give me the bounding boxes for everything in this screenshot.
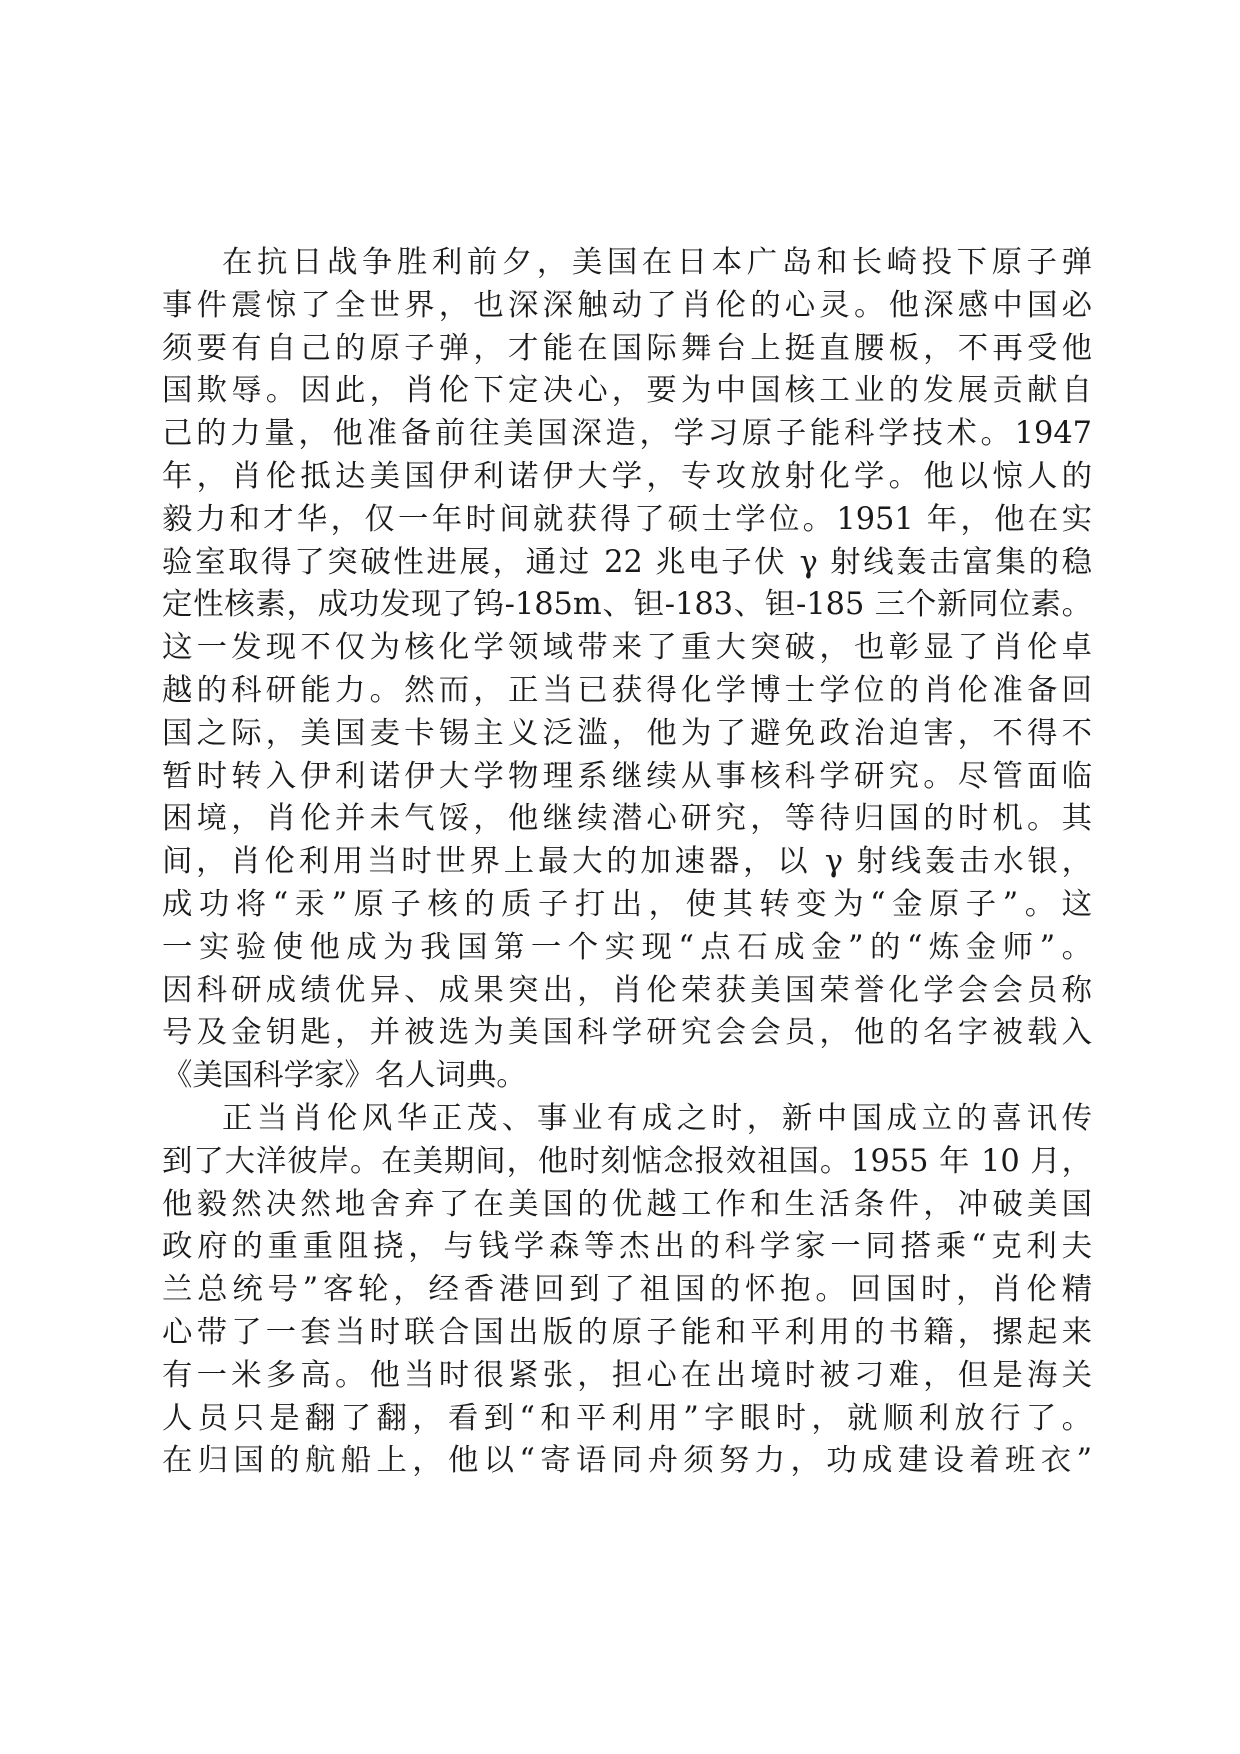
paragraph-1 <box>162 242 1092 1098</box>
text-line: 政府的重重阻挠，与钱学森等杰出的科学家一同搭乘“克利夫 <box>162 1229 1092 1265</box>
text-line: 《美国科学家》名人词典。 <box>162 1058 527 1094</box>
text-line: 成功将“汞”原子核的质子打出，使其转变为“金原子”。这 <box>162 886 1092 922</box>
text-line: 己的力量，他准备前往美国深造，学习原子能科学技术。1947 <box>162 416 1092 452</box>
text-line: 暂时转入伊利诺伊大学物理系继续从事核科学研究。尽管面临 <box>162 758 1092 794</box>
text-line: 验室取得了突破性进展，通过 22 兆电子伏 γ 射线轰击富集的稳 <box>162 544 1092 580</box>
paragraph-2 <box>162 1098 1092 1483</box>
text-line: 越的科研能力。然而，正当已获得化学博士学位的肖伦准备回 <box>162 672 1092 708</box>
text-line: 在抗日战争胜利前夕，美国在日本广岛和长崎投下原子弹 <box>222 245 1092 280</box>
text-line: 国欺辱。因此，肖伦下定决心，要为中国核工业的发展贡献自 <box>162 373 1092 409</box>
text-line: 毅力和才华，仅一年时间就获得了硕士学位。1951 年，他在实 <box>162 501 1092 537</box>
text-line: 困境，肖伦并未气馁，他继续潜心研究，等待归国的时机。其 <box>162 801 1092 837</box>
text-line: 心带了一套当时联合国出版的原子能和平利用的书籍，摞起来 <box>162 1314 1092 1350</box>
text-line: 定性核素，成功发现了钨-185m、钽-183、钽-185 三个新同位素。 <box>162 587 1092 623</box>
text-line: 正当肖伦风华正茂、事业有成之时，新中国成立的喜讯传 <box>222 1100 1092 1136</box>
text-line: 他毅然决然地舍弃了在美国的优越工作和生活条件，冲破美国 <box>162 1186 1092 1222</box>
text-line: 一实验使他成为我国第一个实现“点石成金”的“炼金师”。 <box>162 929 1092 965</box>
text-line: 间，肖伦利用当时世界上最大的加速器，以 γ 射线轰击水银， <box>162 844 1092 880</box>
text-line: 因科研成绩优异、成果突出，肖伦荣获美国荣誉化学会会员称 <box>162 972 1092 1008</box>
text-line: 有一米多高。他当时很紧张，担心在出境时被刁难，但是海关 <box>162 1357 1092 1393</box>
text-line: 年，肖伦抵达美国伊利诺伊大学，专攻放射化学。他以惊人的 <box>162 458 1092 494</box>
text-line: 这一发现不仅为核化学领域带来了重大突破，也彰显了肖伦卓 <box>162 630 1092 666</box>
text-line: 须要有自己的原子弹，才能在国际舞台上挺直腰板，不再受他 <box>162 330 1092 366</box>
text-line: 兰总统号”客轮，经香港回到了祖国的怀抱。回国时，肖伦精 <box>162 1272 1092 1308</box>
text-line: 号及金钥匙，并被选为美国科学研究会会员，他的名字被载入 <box>162 1015 1092 1051</box>
text-line: 在归国的航船上，他以“寄语同舟须努力，功成建设着班衣” <box>162 1443 1092 1479</box>
text-line: 国之际，美国麦卡锡主义泛滥，他为了避免政治迫害，不得不 <box>162 715 1092 751</box>
body-text <box>162 242 1092 1483</box>
text-line: 到了大洋彼岸。在美期间，他时刻惦念报效祖国。1955 年 10 月， <box>162 1143 1092 1179</box>
text-line: 人员只是翻了翻，看到“和平利用”字眼时，就顺利放行了。 <box>162 1400 1092 1436</box>
text-line: 事件震惊了全世界，也深深触动了肖伦的心灵。他深感中国必 <box>162 287 1092 323</box>
